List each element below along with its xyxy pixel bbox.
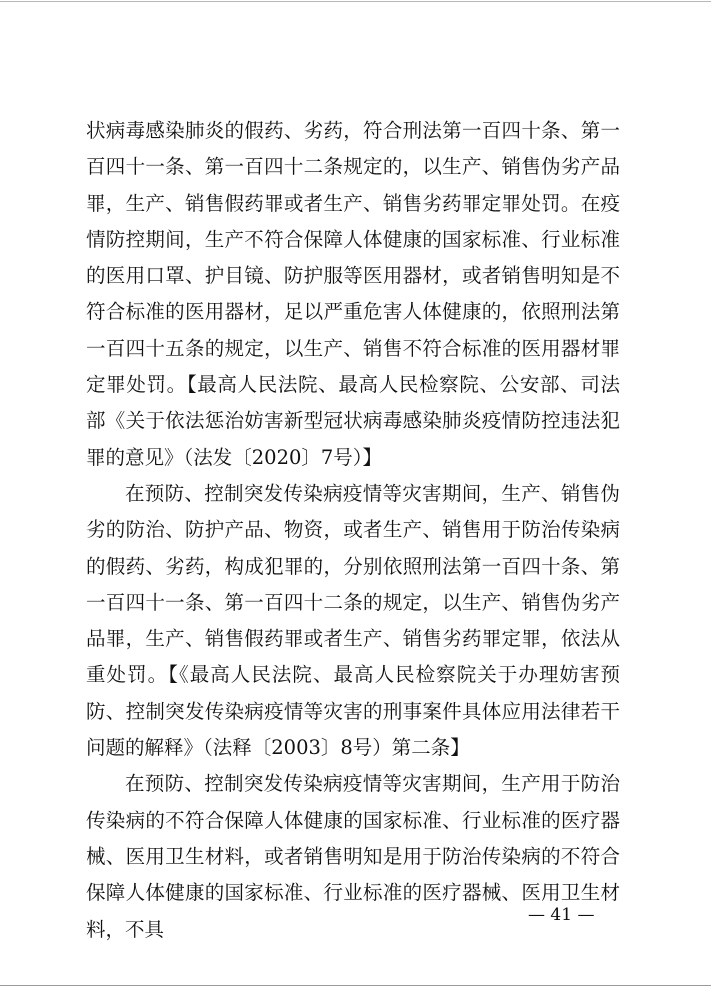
page-top-border (0, 1, 711, 2)
document-body (86, 113, 620, 948)
paragraph-1: 状病毒感染肺炎的假药、劣药，符合刑法第一百四十条、第一百四十一条、第一百四十二条规定的，以生产、销售伪劣产品罪，生产、销售假药罪或者生产、销售劣药罪定罪处罚。在疫情防控期间，生产不符合保障人体健康的国家标准、行业标准的医用口罩、护目镜、防护服等医用器材，或者销售明知是不符合标准的医用器材，足以严重危害人体健康的，依照刑法第一百四十五条的规定，以生产、销售不符合标准的医用器材罪定罪处罚。【最高人民法院、最高人民检察院、公安部、司法部《关于依法惩治妨害新型冠状病毒感染肺炎疫情防控违法犯罪的意见》（法发〔2020〕7号）】 (86, 119, 620, 469)
page-bottom-border (0, 985, 711, 986)
paragraph-3: 在预防、控制突发传染病疫情等灾害期间，生产用于防治传染病的不符合保障人体健康的国家标准、行业标准的医疗器械、医用卫生材料，或者销售明知是用于防治传染病的不符合保障人体健康的国家标准、行业标准的医疗器械、医用卫生材料，不具 (86, 772, 620, 941)
page-number: — 41 — (528, 905, 595, 925)
paragraph-2: 在预防、控制突发传染病疫情等灾害期间，生产、销售伪劣的防治、防护产品、物资，或者生产、销售用于防治传染病的假药、劣药，构成犯罪的，分别依照刑法第一百四十条、第一百四十一条、第一百四十二条的规定，以生产、销售伪劣产品罪，生产、销售假药罪或者生产、销售劣药罪定罪，依法从重处罚。【《最高人民法院、最高人民检察院关于办理妨害预防、控制突发传染病疫情等灾害的刑事案件具体应用法律若干问题的解释》（法释〔2003〕8号）第二条】 (86, 481, 620, 760)
